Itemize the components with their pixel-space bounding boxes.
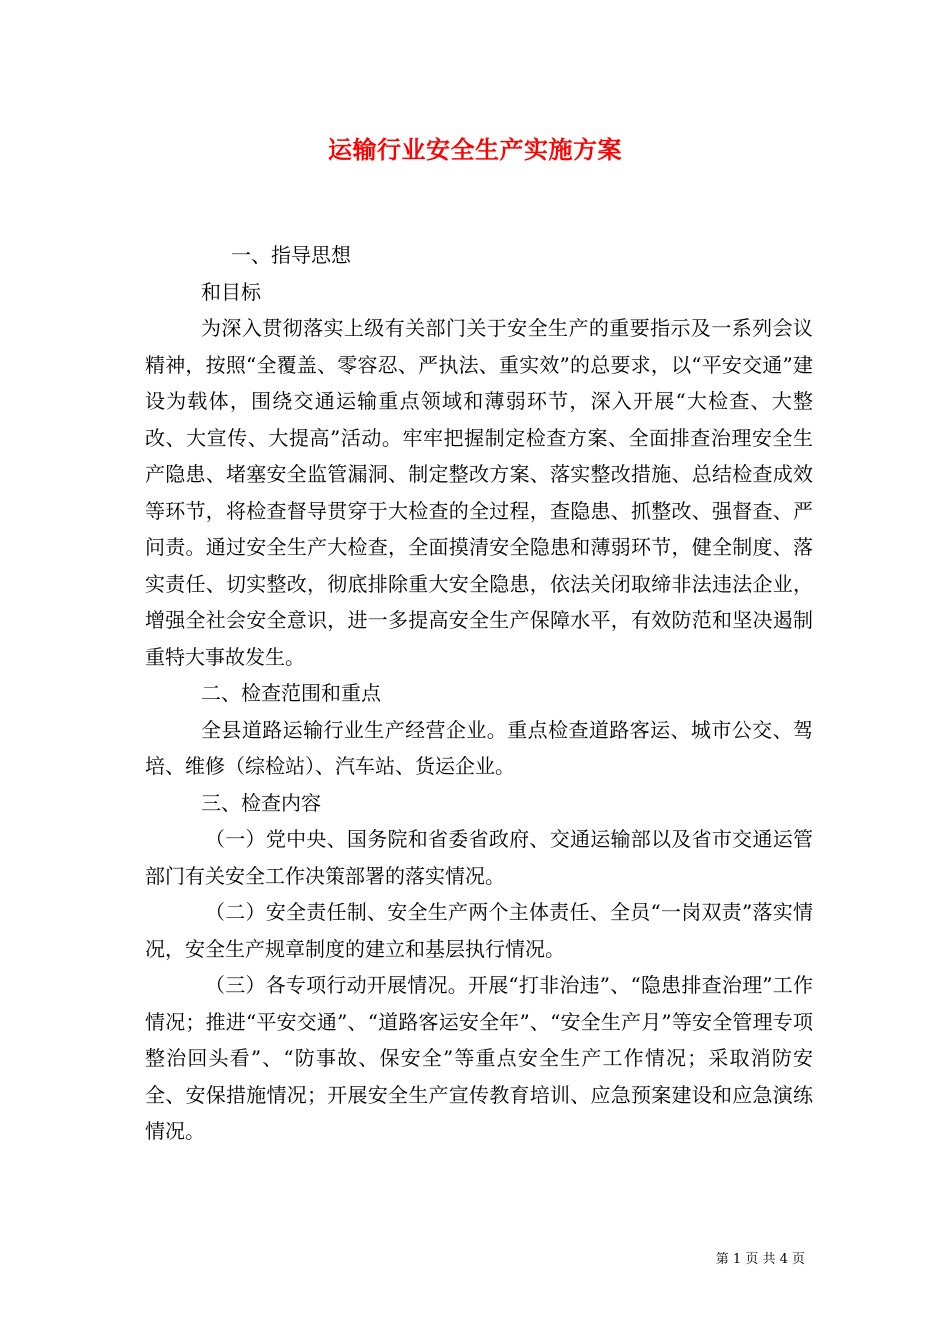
section-heading-1-cont: 和目标	[201, 279, 261, 304]
section-heading-3: 三、检查内容	[201, 790, 321, 815]
section-heading-2: 二、检查范围和重点	[201, 681, 381, 705]
paragraph-item-1: （一）党中央、国务院和省委省政府、交通运输部以及省市交通运管部门有关安全工作决策部署的落实情况。	[145, 827, 813, 888]
document-body	[145, 237, 813, 1150]
page-number: 第 1 页 共 4 页	[715, 1252, 805, 1267]
paragraph-guiding-thought: 为深入贯彻落实上级有关部门关于安全生产的重要指示及一系列会议精神，按照“全覆盖、零容忍、严执法、重实效”的总要求，以“平安交通”建设为载体，围绕交通运输重点领域和薄弱环节，深入开展“大检查、大整改、大宣传、大提高”活动。牢牢把握制定检查方案、全面排查治理安全生产隐患、堵塞安全监管漏洞、制定整改方案、落实整改措施、总结检查成效等环节，将检查督导贯穿于大检查的全过程，查隐患、抓整改、强督查、严问责。通过安全生产大检查，全面摸清安全隐患和薄弱环节，健全制度、落实责任、切实整改，彻底排除重大安全隐患，依法关闭取缔非法违法企业，增强全社会安全意识，进一多提高安全生产保障水平，有效防范和坚决遏制重特大事故发生。	[145, 316, 813, 669]
paragraph-scope: 全县道路运输行业生产经营企业。重点检查道路客运、城市公交、驾培、维修（综检站）、汽车站、货运企业。	[145, 717, 813, 778]
document-title: 运输行业安全生产实施方案	[328, 135, 622, 164]
paragraph-item-2: （二）安全责任制、安全生产两个主体责任、全员“一岗双责”落实情况，安全生产规章制度的建立和基层执行情况。	[145, 900, 813, 961]
paragraph-item-3: （三）各专项行动开展情况。开展“打非治违”、“隐患排查治理”工作情况；推进“平安交通”、“道路客运安全年”、“安全生产月”等安全管理专项整治回头看”、“防事故、保安全”等重点安全生产工作情况；采取消防安全、安保措施情况；开展安全生产宣传教育培训、应急预案建设和应急演练情况。	[145, 973, 813, 1143]
section-heading-1: 一、指导思想	[231, 243, 351, 267]
